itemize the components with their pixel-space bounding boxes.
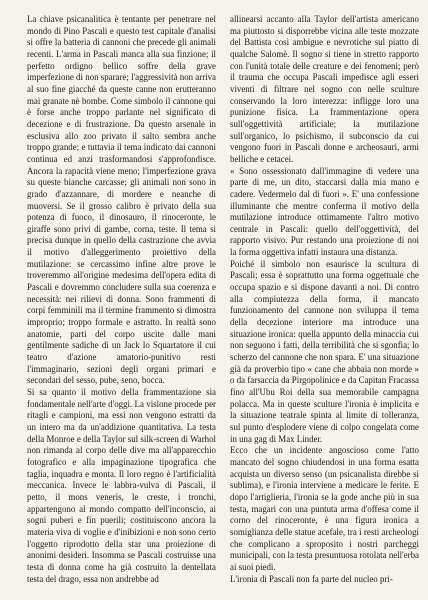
left-paragraph-1: La chiave psicanalitica è tentante per penetrare nel mondo di Pino Pascali e questo test capitale d'analisi si offre la batteria di cannoni che precede gli animali recenti. L'arma in Pascali manca alla sua finzione; il perfetto ordigno bellico soffre della grave imperfezione di non sparare; l'aggressività non arriva al suo fine giacché da queste canne non erutteranno mai granate nè bombe. Come simbolo il cannone qui è forse anche troppo parlante nel significato di decezione e di frustrazione. Da questo arsenale in esclusiva allo zoo privato il salto sembra anche troppo grande; e tuttavia il tema indicato dai cannoni continua ed anzi trasformandosi s'approfondisce. Ancora la rapacità viene meno; l'imperfezione grava su queste bianche carcasse; gli animali non sono in grado d'azzannare, di mordere e neanche di muoversi. Se il grosso calibro è privato della sua potenza di fuoco, il dinosauro, il rinoceronte, le giraffe sono privi di gambe, corna, teste. Il tema si precisa dunque in quello della castrazione che avvia il motivo d'alleggerimento proiettivo della mutilazione: se cercassimo infine altre prove le troveremmo all'origine medesima dell'opera edita di Pascali e dovremmo concludere sulla sua coerenza e necessità: nei rilievi di donna. Sono frammenti di corpi femminili ma il termine frammento si dimostra improprio; troppo formale e astratto. In realtà sono anatomie, parti del corpo uscite dalle mani gentilmente sadiche di un Jack lo Squartatore il cui teatro d'azione amatorio-punitivo resti l'immaginario, sezioni degli organi primari e secondari del sesso, pube, seno, bocca. [27,14,216,386]
right-paragraph-1: allinearsi accanto alla Taylor dell'artista americano ma piuttosto si disporrebbe vicina alle teste mozzate del Battista così ambigue e nevrotiche sul piatto di qualche Salomè. Il sogno si tiene in stretto rapporto con l'unità totale delle creature e dei fenomeni; però il trauma che occupa Pascali impedisce agli esseri viventi di filtrare nel sogno con nelle sculture conservando la loro interezza: infligge loro una punizione fisica. La frammentazione opera sull'oggettività artificiale; la mutilazione sull'organico, lo psichismo, il subconscio da cui vengono fuori in Pascali donne e archeosauri, armi belliche e cetacei. [230,14,419,164]
right-column [230,14,419,594]
right-paragraph-5: L'ironia di Pascali non fa parte del nucleo pri- [230,573,393,584]
right-paragraph-2: « Sono ossessionato dall'immagine di vedere una parte di me, un dito, staccarsi dalla mia mano e cadere. Vedermelo dal di fuori ». E' una confessione illuminante che mentre conferma il motivo della mutilazione introduce ottimamente l'altro motivo centrale in Pascali: quello dell'oggettività, del rapporto visivo. Pur restando una proiezione di noi la forma oggettiva infatti instaura una distanza. [230,165,419,258]
left-paragraph-2: Si sa quanto il motivo della frammentazione sia fondamentale nell'arte d'oggi. La visione procede per ritagli e campioni, ma essi non vengono estratti da un intero ma da un'addizione quantitativa. La testa della Monroe e della Taylor sul silk-screen di Warhol non rimanda al corpo delle dive ma all'apparecchio fotografico e alla impaginazione tipografica che taglia, inquadra e monta. Il loro regno è l'artificialità meccanica. Invece le labbra-vulva di Pascali, il petto, il mons veneris, le creste, i tronchi, appartengono al mondo compatto dell'inconscio, ai sogni puberi e fin puerili; costituiscono ancora la materia viva di voglie e d'inibizioni e non sono certo l'oggetto riprodotto della star una proiezione di anonimi desideri. Insomma se Pascali costruisse una testa di donna come ha già costruito la dentellata testa del drago, essa non andrebbe ad [27,387,216,584]
right-paragraph-4: Ecco che un incidente angoscioso come l'atto mancato del sogno chiudendosi in una forma esatta acquista un diverso senso (un psicanalista direbbe si sublima), e l'ironia interviene a medicare le ferite. E dopo l'artiglieria, l'ironia se la gode anche più in sua testa, magari con una puntuta arma d'offesa come il corno del rinoceronte, è una figura ironica a somiglianza delle statue acefale, tra i resti archeologi che complicano a sproposito i nostri parcheggi municipali, con la testa presuntuosa rotolata nell'erba ai suoi piedi. [230,445,419,572]
right-paragraph-3: Poiché il simbolo non esaurisce la scultura di Pascali; essa è soprattutto una forma oggettuale che occupa spazio e si dispone davanti a noi. Di contro alla compiutezza della forma, il mancato funzionamento del cannone non sviluppa il tema della decezione interiore ma introduce una situazione ironica: quella appunto della minaccia cui non seguono i fatti, della terribilità che si sgonfia; lo scherzo del cannone che non spara. E' una situazione già da proverbio tipo « cane che abbaia non morde » o da farsaccia da Pirgopolinice e da Capitan Fracassa fino all'Ubu Roi della sua memorabile campagna polacca. Ma in queste sculture l'ironia è implicita e la situazione teatrale spinta al limite di tolleranza, sul punto d'esplodere viene di colpo congelata come in una gag di Max Linder. [230,258,419,444]
article-page [27,14,419,594]
left-column [27,14,216,594]
